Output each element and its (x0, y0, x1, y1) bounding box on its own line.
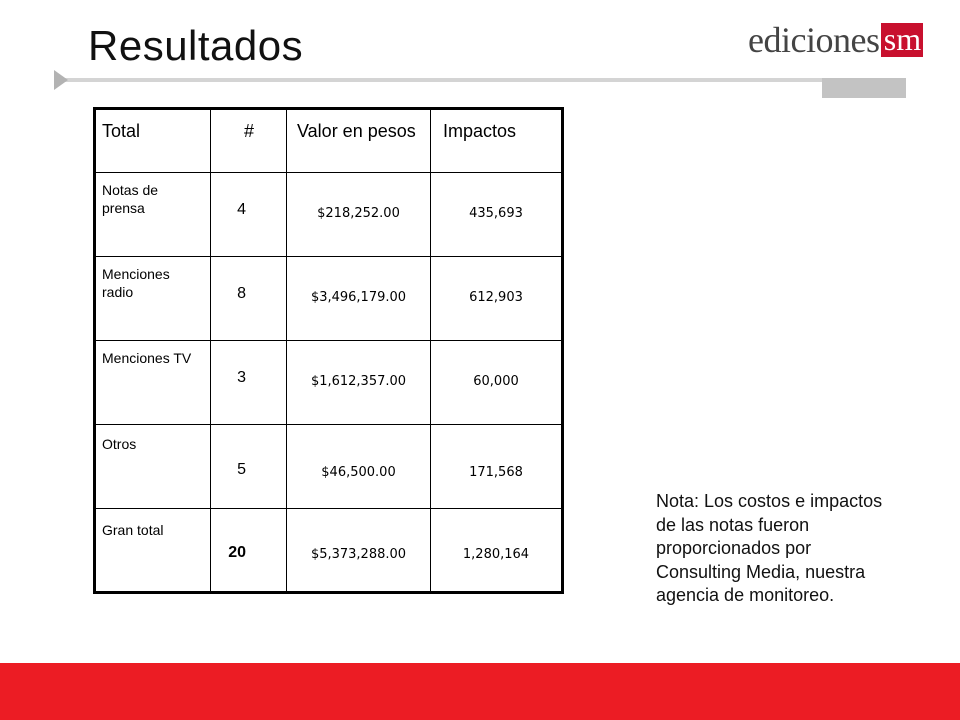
table-row (95, 173, 563, 257)
row-impacts: 435,693 (431, 173, 563, 257)
row-label: Menciones TV (95, 341, 211, 425)
table-total-row (95, 509, 563, 593)
column-header-value: Valor en pesos (287, 109, 431, 173)
row-value: $218,252.00 (287, 173, 431, 257)
row-count: 5 (211, 425, 287, 509)
row-impacts: 612,903 (431, 257, 563, 341)
footer-bar (0, 663, 960, 720)
row-label: Notas de prensa (95, 173, 211, 257)
row-impacts: 171,568 (431, 425, 563, 509)
total-value: $5,373,288.00 (287, 509, 431, 593)
total-count: 20 (211, 509, 287, 593)
row-label: Otros (95, 425, 211, 509)
total-label: Gran total (95, 509, 211, 593)
source-note: Nota: Los costos e impactos de las notas fueron proporcionados por Consulting Media, nuestra agencia de monitoreo. (656, 491, 883, 605)
arrow-icon (54, 70, 68, 90)
table-row (95, 257, 563, 341)
header-accent-block (822, 78, 906, 98)
row-value: $3,496,179.00 (287, 257, 431, 341)
row-value: $46,500.00 (287, 425, 431, 509)
column-header-count: # (211, 109, 287, 173)
total-impacts: 1,280,164 (431, 509, 563, 593)
results-table (93, 107, 564, 594)
header-divider (54, 78, 906, 82)
row-impacts: 60,000 (431, 341, 563, 425)
row-count: 4 (211, 173, 287, 257)
row-count: 3 (211, 341, 287, 425)
brand-logo (748, 20, 923, 60)
table-header-row (95, 109, 563, 173)
logo-mark: sm (881, 23, 923, 57)
table-row (95, 341, 563, 425)
page-title: Resultados (88, 22, 304, 69)
row-count: 8 (211, 257, 287, 341)
row-label: Menciones radio (95, 257, 211, 341)
column-header-impacts: Impactos (431, 109, 563, 173)
table-row (95, 425, 563, 509)
column-header-total: Total (95, 109, 211, 173)
logo-wordmark: ediciones (748, 20, 880, 60)
row-value: $1,612,357.00 (287, 341, 431, 425)
